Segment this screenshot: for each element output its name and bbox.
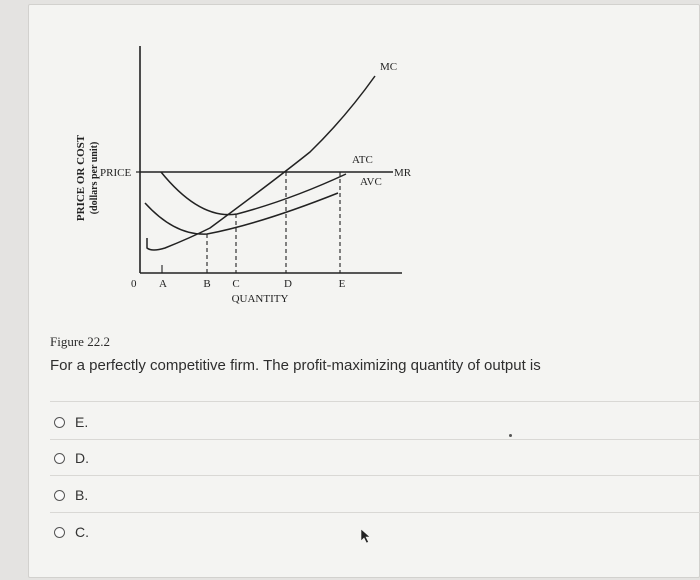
option-label: C.: [75, 524, 89, 540]
atc-curve: [161, 172, 346, 215]
option-label: D.: [75, 450, 89, 466]
divider: [50, 401, 700, 402]
tick-label-d: D: [284, 278, 292, 290]
atc-label: ATC: [352, 154, 373, 166]
option-d[interactable]: [54, 450, 89, 466]
mouse-cursor-icon: [360, 528, 372, 544]
tick-label-a: A: [159, 278, 167, 290]
radio-button[interactable]: [54, 490, 65, 501]
option-label: E.: [75, 414, 89, 430]
mr-label: MR: [394, 167, 412, 179]
avc-label: AVC: [360, 176, 382, 188]
tick-label-b: B: [203, 278, 211, 290]
divider: [50, 475, 700, 476]
option-c[interactable]: [54, 524, 89, 540]
option-e[interactable]: [54, 414, 88, 430]
y-axis-title: PRICE OR COST: [75, 134, 87, 222]
divider: [50, 512, 700, 513]
mc-label: MC: [380, 61, 398, 73]
origin-label: 0: [131, 278, 137, 290]
radio-button[interactable]: [54, 417, 65, 428]
tick-label-c: C: [232, 278, 240, 290]
radio-button[interactable]: [54, 453, 65, 464]
option-b[interactable]: [54, 487, 88, 503]
x-axis-title: QUANTITY: [231, 293, 289, 305]
mc-curve: [147, 76, 375, 250]
y-axis-subtitle: (dollars per unit): [89, 141, 100, 215]
price-label: PRICE: [100, 167, 132, 179]
option-label: B.: [75, 487, 89, 503]
radio-button[interactable]: [54, 527, 65, 538]
question-text: For a perfectly competitive firm. The profit-maximizing quantity of output is: [50, 357, 541, 374]
figure-caption: Figure 22.2: [50, 334, 110, 349]
tick-label-e: E: [338, 278, 346, 290]
divider: [50, 439, 700, 440]
stray-dot: [509, 434, 512, 437]
